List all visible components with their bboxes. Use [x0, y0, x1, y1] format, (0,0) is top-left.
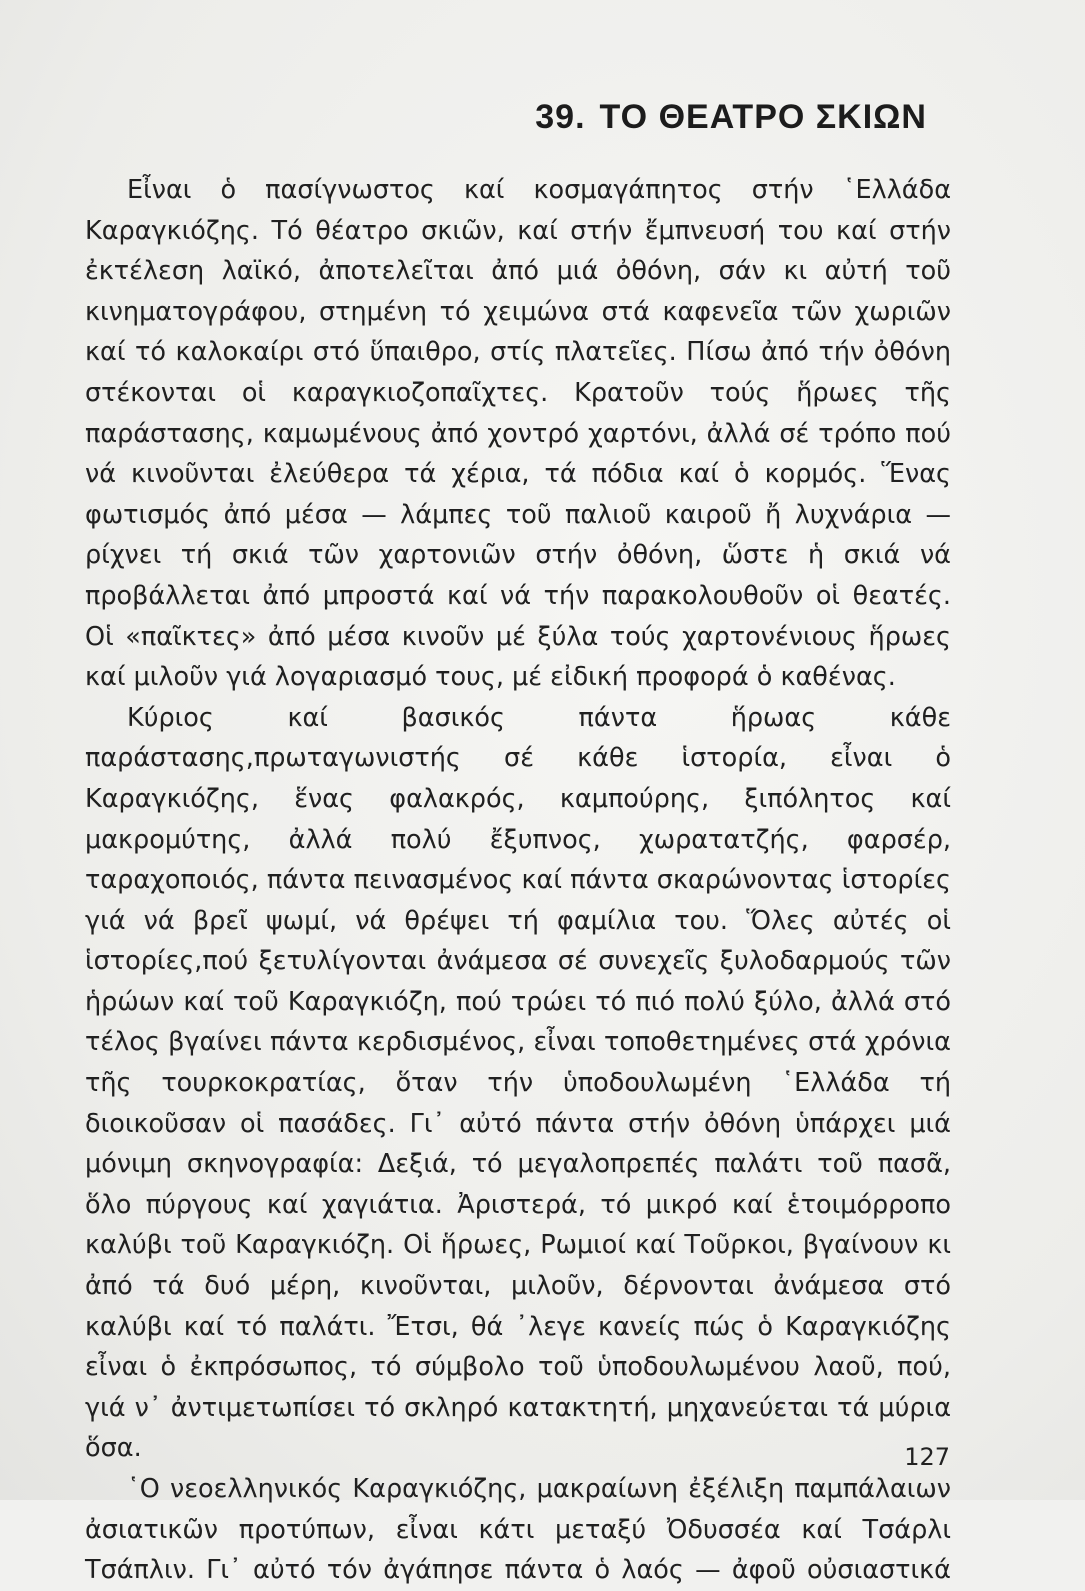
chapter-number: 39. — [535, 98, 586, 136]
chapter-heading — [535, 98, 927, 137]
paragraph-2: Κύριος καί βασικός πάντα ἥρωας κάθε παράστασης,πρωταγωνιστής σέ κάθε ἱστορία, εἶναι ὁ Καραγκιόζης, ἕνας φαλακρός, καμπούρης, ξιπόλητος καί μακρομύτης, ἀλλά πολύ ἔξυπνος, χωρατατζής, φαρσέρ, ταραχοποιός, πάντα πεινασμένος καί πάντα σκαρώνοντας ἱστορίες γιά νά βρεῖ ψωμί, νά θρέψει τή φαμίλια του. Ὅλες αὐτές οἱ ἱστορίες,πού ξετυλίγονται ἀνάμεσα σέ συνεχεῖς ξυλοδαρμούς τῶν ἡρώων καί τοῦ Καραγκιόζη, πού τρώει τό πιό πολύ ξύλο, ἀλλά στό τέλος βγαίνει πάντα κερδισμένος, εἶναι τοποθετημένες στά χρόνια τῆς τουρκοκρατίας, ὅταν τήν ὑποδουλωμένη ῾Ελλάδα τή διοικοῦσαν οἱ πασάδες. Γι᾽ αὐτό πάντα στήν ὀθόνη ὑπάρχει μιά μόνιμη σκηνογραφία: Δεξιά, τό μεγαλοπρεπές παλάτι τοῦ πασᾶ, ὅλο πύργους καί χαγιάτια. Ἀριστερά, τό μικρό καί ἑτοιμόρροπο καλύβι τοῦ Καραγκιόζη. Οἱ ἥρωες, Ρωμιοί καί Τοῦρκοι, βγαίνουν κι ἀπό τά δυό μέρη, κινοῦνται, μιλοῦν, δέρνονται ἀνάμεσα στό καλύβι καί τό παλάτι. Ἔτσι, θά ᾽λεγε κανείς πώς ὁ Καραγκιόζης εἶναι ὁ ἐκπρόσωπος, τό σύμβολο τοῦ ὑποδουλωμένου λαοῦ, πού, γιά ν᾽ ἀντιμετωπίσει τό σκληρό κατακτητή, μηχανεύεται τά μύρια ὅσα. — [85, 702, 951, 1464]
body-text — [85, 170, 951, 1591]
paragraph-3: ῾Ο νεοελληνικός Καραγκιόζης, μακραίωνη ἐξέλιξη παμπάλαιων ἀσιατικῶν προτύπων, εἶναι κάτι μεταξύ Ὀδυσσέα καί Τσάρλι Τσάπλιν. Γι᾽ αὐτό τόν ἀγάπησε πάντα ὁ λαός — ἀφοῦ οὐσιαστικά — [85, 1474, 951, 1586]
chapter-title: ΤΟ ΘΕΑΤΡΟ ΣΚΙΩΝ — [599, 98, 927, 136]
page-number: 127 — [904, 1443, 950, 1471]
paragraph-1: Εἶναι ὁ πασίγνωστος καί κοσμαγάπητος στήν ῾Ελλάδα Καραγκιόζης. Τό θέατρο σκιῶν, καί στήν ἔμπνευσή του καί στήν ἐκτέλεση λαϊκό, ἀποτελεῖται ἀπό μιά ὀθόνη, σάν κι αὐτή τοῦ κινηματογράφου, στημένη τό χειμώνα στά καφενεῖα τῶν χωριῶν καί τό καλοκαίρι στό ὕπαιθρο, στίς πλατεῖες. Πίσω ἀπό τήν ὀθόνη στέκονται οἱ καραγκιοζοπαῖχτες. Κρατοῦν τούς ἥρωες τῆς παράστασης, καμωμένους ἀπό χοντρό χαρτόνι, ἀλλά σέ τρόπο πού νά κινοῦνται ἐλεύθερα τά χέρια, τά πόδια καί ὁ κορμός. Ἕνας φωτισμός ἀπό μέσα — λάμπες τοῦ παλιοῦ καιροῦ ἤ λυχνάρια — ρίχνει τή σκιά τῶν χαρτονιῶν στήν ὀθόνη, ὥστε ἡ σκιά νά προβάλλεται ἀπό μπροστά καί νά τήν παρακολουθοῦν οἱ θεατές. Οἱ «παῖκτες» ἀπό μέσα κινοῦν μέ ξύλα τούς χαρτονένιους ἥρωες καί μιλοῦν γιά λογαριασμό τους, μέ εἰδική προφορά ὁ καθένας. — [85, 175, 951, 693]
